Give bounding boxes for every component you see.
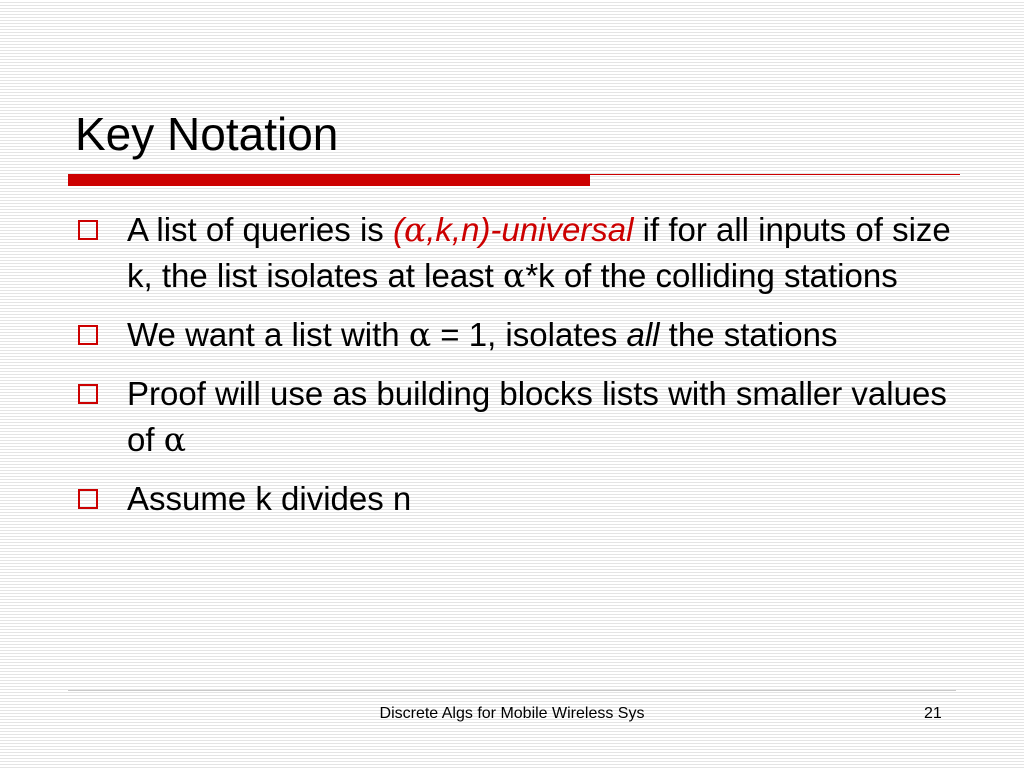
bullet-text-post: *k of the colliding stations	[525, 257, 898, 294]
universal-term-open: (	[392, 211, 404, 248]
bullet-text-pre: We want a list with	[127, 316, 409, 353]
bullet-text-post: the stations	[659, 316, 838, 353]
bullet-item-universal-definition	[78, 207, 958, 299]
hollow-square-bullet-icon	[78, 489, 98, 509]
bullet-text-mid: = 1, isolates	[431, 316, 627, 353]
alpha-symbol: α	[403, 210, 427, 249]
emphasis-all: all	[626, 316, 660, 353]
page-number: 21	[924, 705, 942, 722]
footer-text: Discrete Algs for Mobile Wireless Sys	[379, 705, 645, 722]
bullet-list	[78, 207, 958, 535]
hollow-square-bullet-icon	[78, 384, 98, 404]
bullet-item-alpha-one	[78, 312, 958, 358]
alpha-symbol: α	[408, 315, 432, 354]
title-underline	[68, 174, 960, 186]
universal-term-rest: ,k,n)-universal	[426, 211, 634, 248]
universal-term	[393, 211, 634, 248]
slide-title: Key Notation	[75, 108, 339, 160]
bullet-text-pre: A list of queries is	[127, 211, 393, 248]
bullet-text-pre: Proof will use as building blocks lists with smaller values of	[127, 375, 947, 458]
hollow-square-bullet-icon	[78, 220, 98, 240]
bullet-text: Assume k divides n	[127, 480, 412, 517]
alpha-symbol: α	[503, 256, 526, 295]
footer-divider	[68, 690, 956, 691]
title-underline-thick	[68, 174, 590, 186]
bullet-item-building-blocks	[78, 371, 958, 463]
bullet-text-mid: if for all inputs of size k, the list isolates at least	[127, 211, 951, 294]
hollow-square-bullet-icon	[78, 325, 98, 345]
title-underline-thin	[590, 174, 960, 175]
alpha-symbol: α	[163, 420, 186, 459]
bullet-item-k-divides-n	[78, 476, 958, 522]
